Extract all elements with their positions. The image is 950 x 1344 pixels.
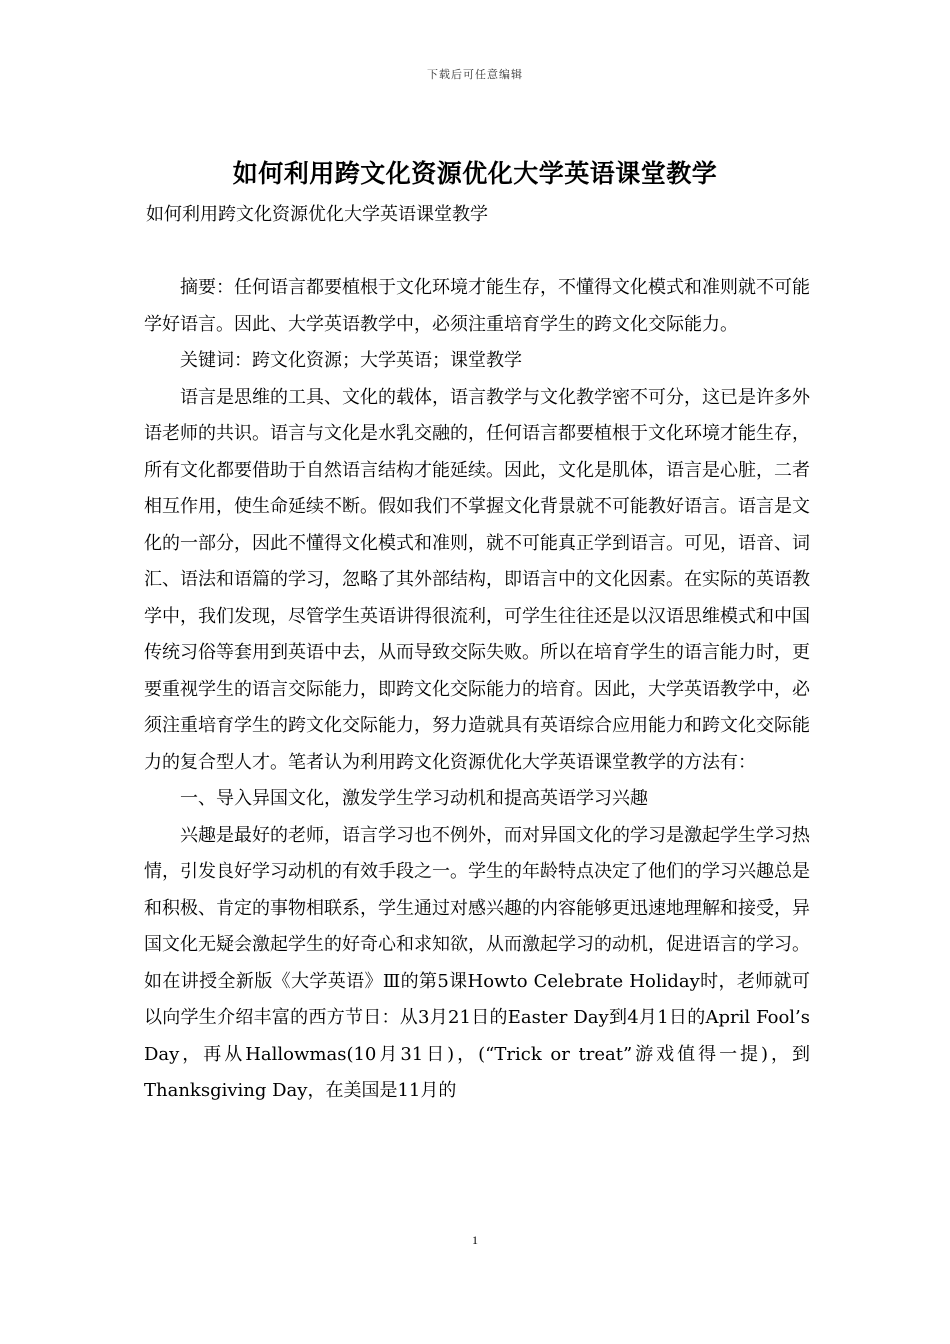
- header-note: 下载后可任意编辑: [427, 68, 523, 81]
- document-subtitle: 如何利用跨文化资源优化大学英语课堂教学: [146, 204, 488, 225]
- section-paragraph: 兴趣是最好的老师，语言学习也不例外，而对异国文化的学习是激起学生学习热情，引发良好学习动机的有效手段之一。学生的年龄特点决定了他们的学习兴趣总是和积极、肯定的事物相联系，学生通过对感兴趣的内容能够更迅速地理解和接受，异国文化无疑会激起学生的好奇心和求知欲，从而激起学习的动机，促进语言的学习。如在讲授全新版《大学英语》Ⅲ的第5课Howto Celebrate Holiday时，老师就可以向学生介绍丰富的西方节日：从3月21日的Easter Day到4月1日的April Fool’s Day，再从Hallowmas(10月31日)，(“Trick or treat”游戏值得一提)，到Thanksgiving Day，在美国是11月的: [144, 824, 810, 1101]
- document-body: [144, 270, 810, 1110]
- page-number: 1: [472, 1233, 478, 1247]
- section-heading: 一、导入异国文化，激发学生学习动机和提高英语学习兴趣: [180, 788, 648, 809]
- intro-paragraph: 语言是思维的工具、文化的载体，语言教学与文化教学密不可分，这已是许多外语老师的共识。语言与文化是水乳交融的，任何语言都要植根于文化环境才能生存，所有文化都要借助于自然语言结构才能延续。因此，文化是肌体，语言是心脏，二者相互作用，使生命延续不断。假如我们不掌握文化背景就不可能教好语言。语言是文化的一部分，因此不懂得文化模式和准则，就不可能真正学到语言。可见，语音、词汇、语法和语篇的学习，忽略了其外部结构，即语言中的文化因素。在实际的英语教学中，我们发现，尽管学生英语讲得很流利，可学生往往还是以汉语思维模式和中国传统习俗等套用到英语中去，从而导致交际失败。所以在培育学生的语言能力时，更要重视学生的语言交际能力，即跨文化交际能力的培育。因此，大学英语教学中，必须注重培育学生的跨文化交际能力，努力造就具有英语综合应用能力和跨文化交际能力的复合型人才。笔者认为利用跨文化资源优化大学英语课堂教学的方法有：: [144, 386, 810, 773]
- abstract-paragraph: 摘要：任何语言都要植根于文化环境才能生存，不懂得文化模式和准则就不可能学好语言。因此、大学英语教学中，必须注重培育学生的跨文化交际能力。: [144, 277, 810, 335]
- document-title: 如何利用跨文化资源优化大学英语课堂教学: [232, 159, 718, 188]
- keywords-paragraph: 关键词：跨文化资源；大学英语；课堂教学: [180, 350, 522, 371]
